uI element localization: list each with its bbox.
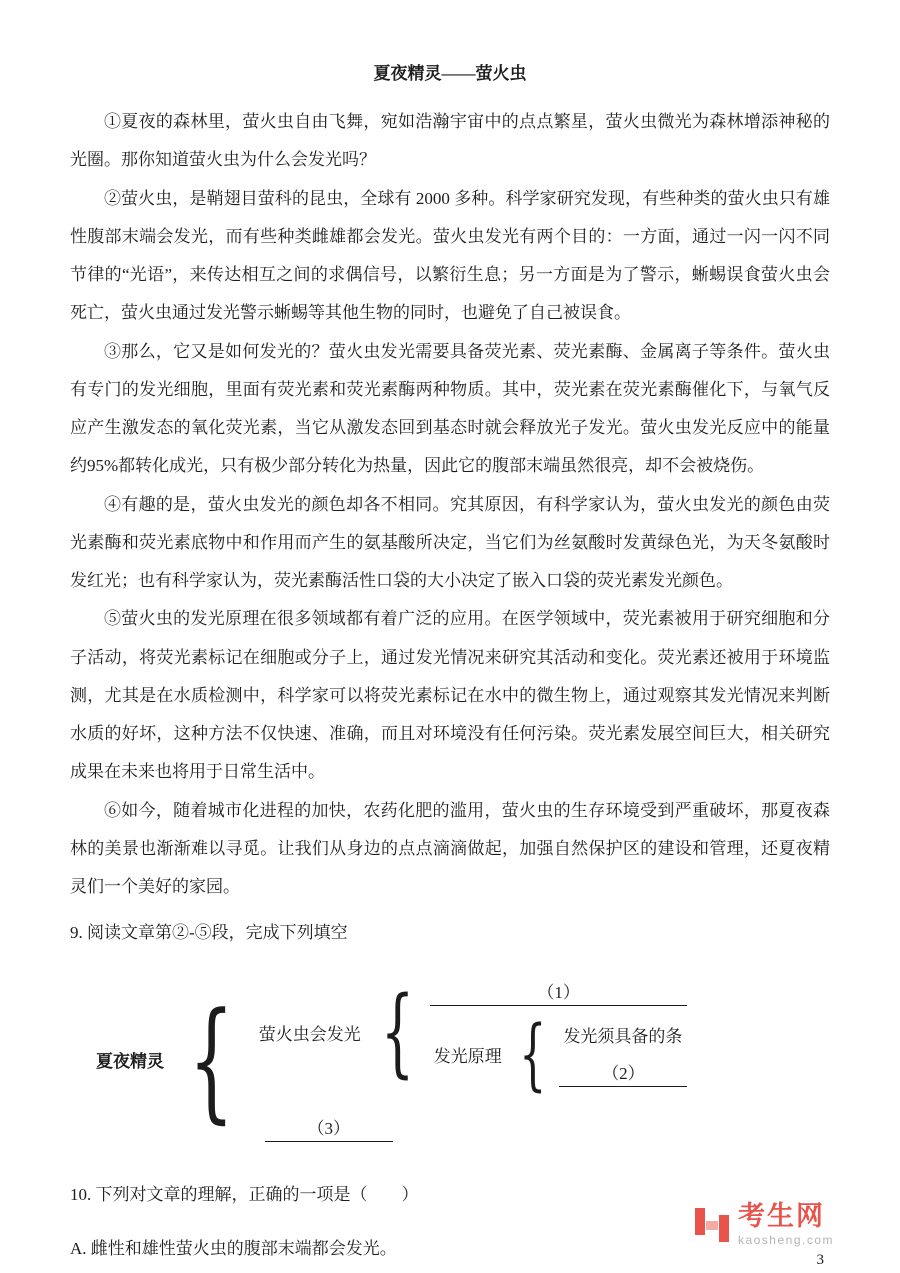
paragraph-6: ⑥如今，随着城市化进程的加快，农药化肥的滥用，萤火虫的生存环境受到严重破坏，那夏夜森林的美景也渐渐难以寻觅。让我们从身边的点点滴滴做起，加强自然保护区的建设和管理，还夏夜精灵们一个美好的家园。 (70, 800, 830, 897)
logo-name-en: kaosheng.com (737, 1232, 834, 1247)
node-principle-label: 发光原理 (433, 1047, 502, 1067)
logo-bar-mid (706, 1221, 718, 1230)
branch-glow (255, 976, 688, 1100)
fill-in-diagram (92, 978, 830, 1142)
paragraph-3: ③那么，它又是如何发光的？萤火虫发光需要具备荧光素、荧光素酶、金属离子等条件。萤火虫有专门的发光细胞，里面有荧光素和荧光素酶两种物质。其中，荧光素在荧光素酶催化下，与氧气反应产生激发态的氧化荧光素，当它从激发态回到基态时就会释放光子发光。萤火虫发光反应中的能量约95%都转化成光，只有极少部分转化为热量，因此它的腹部末端虽然很亮，却不会被烧伤。 (70, 341, 830, 476)
logo-text-block (738, 1202, 834, 1247)
option-a: A. 雌性和雄性萤火虫的腹部末端都会发光。 (70, 1238, 397, 1258)
diagram-level-1 (255, 978, 688, 1142)
diagram-level-2 (430, 978, 688, 1100)
paragraph-1: ①夏夜的森林里，萤火虫自由飞舞，宛如浩瀚宇宙中的点点繁星，萤火虫微光为森林增添神秘的光圈。那你知道萤火虫为什么会发光吗？ (70, 112, 830, 170)
inner-brace: { (518, 1009, 547, 1100)
node-glow-label: 萤火虫会发光 (258, 1025, 361, 1045)
page-title: 夏夜精灵——萤火虫 (373, 64, 527, 83)
page-number: 3 (816, 1252, 824, 1268)
blank-3: （3） (265, 1114, 393, 1142)
question-10: 10. 下列对文章的理解，正确的一项是（ ） (70, 1185, 419, 1205)
question-9: 9. 阅读文章第②-⑤段，完成下列填空 (70, 923, 348, 943)
diagram-root-label: 夏夜精灵 (96, 1052, 164, 1072)
logo-name-cn: 考生网 (737, 1201, 825, 1232)
branch-principle (430, 1009, 688, 1100)
logo-bar-left (695, 1208, 705, 1235)
paragraph-2: ②萤火虫，是鞘翅目萤科的昆虫，全球有 2000 多种。科学家研究发现，有些种类的萤火虫只有雄性腹部末端会发光，而有些种类雌雄都会发光。萤火虫发光有两个目的：一方面，通过一闪一闪不同节律的“光语”，来传达相互之间的求偶信号，以繁衍生息；另一方面是为了警示，蜥蜴误食萤火虫会死亡，萤火虫通过发光警示蜥蜴等其他生物的同时，也避免了自己被误食。 (70, 188, 830, 323)
diagram-level-3 (559, 1022, 687, 1087)
kaosheng-logo-icon (694, 1206, 730, 1244)
logo-bar-right (719, 1215, 729, 1242)
mid-brace: { (380, 976, 415, 1089)
paragraph-5: ⑤萤火虫的发光原理在很多领域都有着广泛的应用。在医学领域中，荧光素被用于研究细胞和分子活动，将荧光素标记在细胞或分子上，通过发光情况来研究其活动和变化。荧光素还被用于环境监测，尤其是在水质检测中，科学家可以将荧光素标记在水中的微生物上，通过观察其发光情况来判断水质的好坏，这种方法不仅快速、准确，而且对环境没有任何污染。荧光素发展空间巨大，相关研究成果在未来也将用于日常生活中。 (70, 609, 830, 782)
branch-blank-3 (265, 1114, 393, 1142)
blank-2: （2） (559, 1059, 687, 1087)
site-watermark (694, 1202, 834, 1247)
outer-brace: { (188, 983, 235, 1136)
blank-1: （1） (430, 978, 688, 1006)
paragraph-4: ④有趣的是，萤火虫发光的颜色却各不相同。究其原因，有科学家认为，萤火虫发光的颜色由荧光素酶和荧光素底物中和作用而产生的氨基酸所决定，当它们为丝氨酸时发黄绿色光，为天冬氨酸时发红光；也有科学家认为，荧光素酶活性口袋的大小决定了嵌入口袋的荧光素发光颜色。 (70, 494, 830, 591)
node-condition-label: 发光须具备的条 (563, 1027, 683, 1047)
